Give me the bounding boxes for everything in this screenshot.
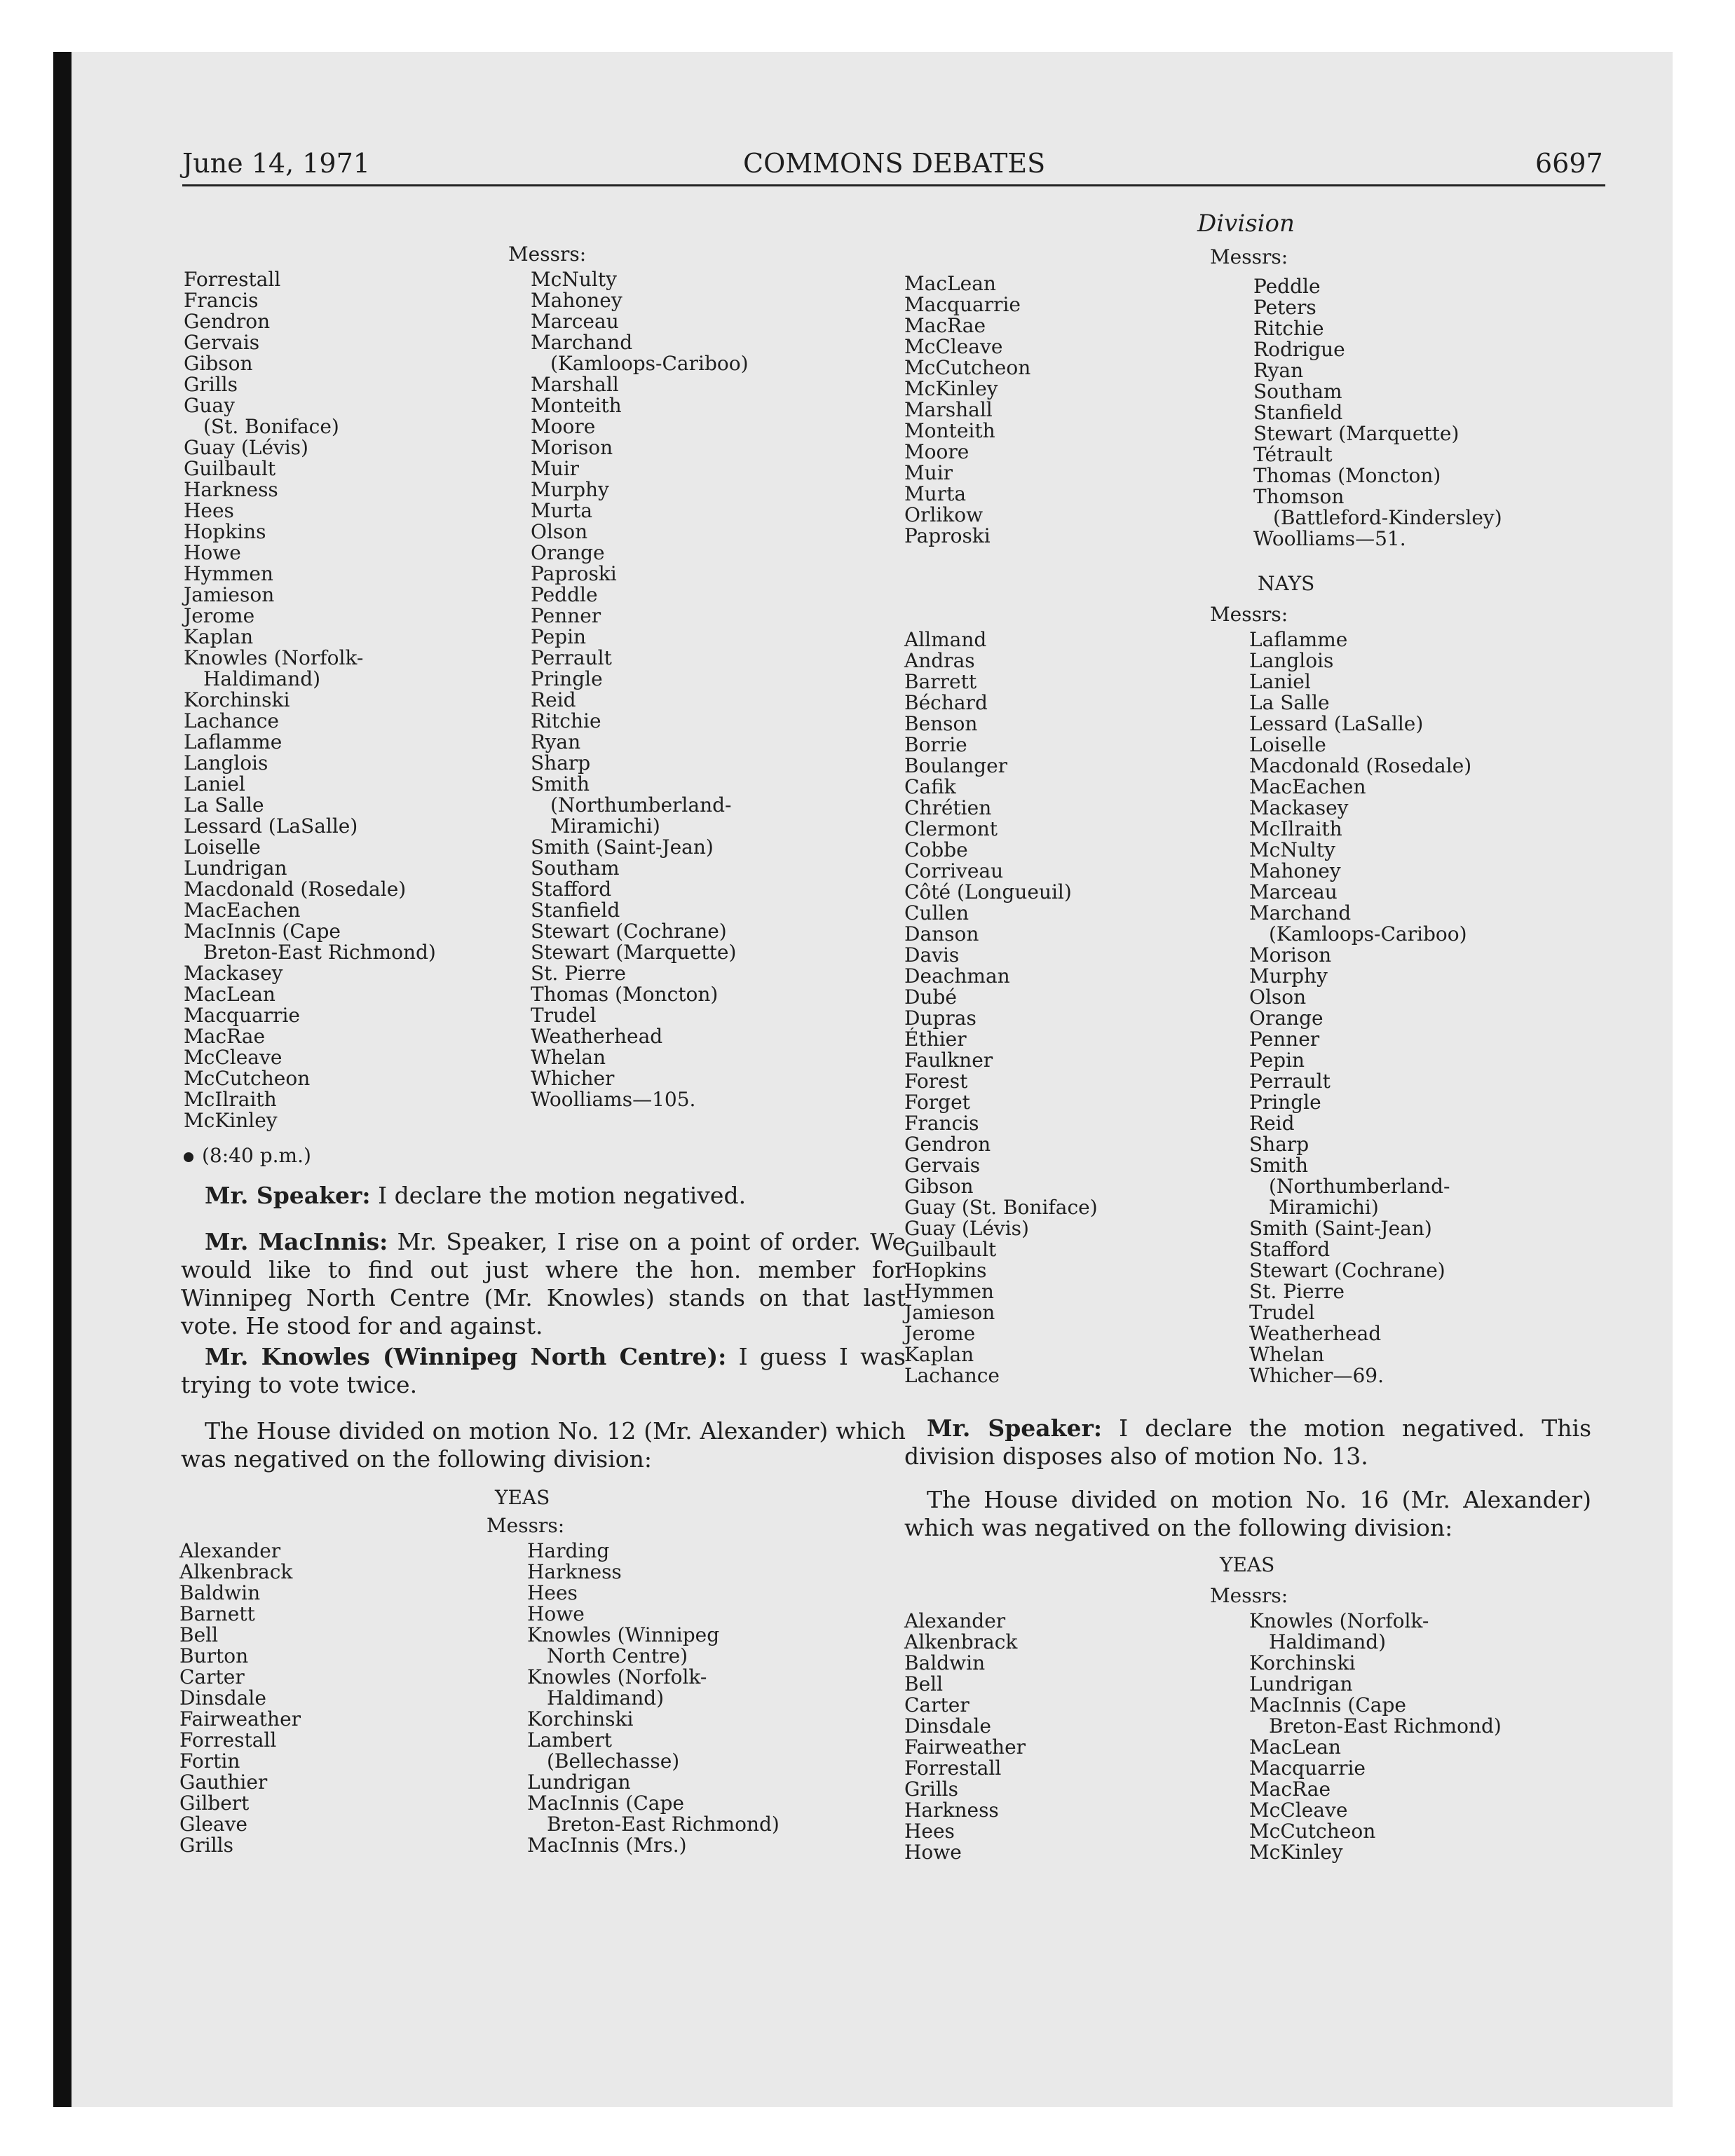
member-name: Loiselle — [184, 835, 261, 859]
name-list-right-f — [1253, 276, 1502, 550]
member-name: Woolliams—105. — [531, 1088, 696, 1111]
member-name: Gibson — [184, 352, 253, 375]
member-name: Monteith — [531, 394, 622, 417]
member-name: Rodrigue — [1253, 338, 1345, 361]
member-name: Southam — [531, 857, 620, 880]
member-name: Stewart (Cochrane) — [1249, 1259, 1445, 1282]
member-name: Francis — [904, 1112, 979, 1135]
member-name: Ritchie — [1253, 317, 1324, 340]
member-name: Allmand — [904, 628, 987, 651]
member-name: Jamieson — [904, 1301, 995, 1324]
member-name: Alkenbrack — [179, 1560, 293, 1583]
messrs-label: Messrs: — [1210, 1584, 1288, 1607]
member-name: Stanfield — [1253, 401, 1343, 424]
member-name: Guay (St. Boniface) — [904, 1196, 1098, 1219]
member-name: Hopkins — [184, 520, 266, 543]
member-name: Southam — [1253, 380, 1342, 403]
member-name: Jamieson — [184, 583, 275, 606]
member-name: Stanfield — [531, 899, 620, 922]
member-name: Loiselle — [1249, 733, 1326, 756]
member-name: Laflamme — [1249, 628, 1348, 651]
member-name: Béchard — [904, 691, 988, 714]
member-name: Gervais — [184, 331, 260, 354]
member-name: Forest — [904, 1070, 968, 1093]
member-name: McCleave — [1249, 1799, 1348, 1822]
member-name: Howe — [904, 1841, 962, 1864]
member-name: Gauthier — [179, 1770, 268, 1794]
member-name: Gendron — [184, 310, 271, 333]
member-name: Whelan — [531, 1046, 606, 1069]
member-name: Danson — [904, 922, 979, 946]
member-name: Macquarrie — [184, 1004, 300, 1027]
member-name: Morison — [531, 436, 613, 459]
member-name: Lachance — [184, 709, 279, 732]
member-name: Faulkner — [904, 1049, 993, 1072]
messrs-label: Messrs: — [487, 1514, 565, 1537]
member-name: Korchinski — [1249, 1651, 1356, 1674]
member-name: Boulanger — [904, 754, 1008, 777]
member-name: Knowles (Norfolk- — [527, 1665, 707, 1688]
member-name: Davis — [904, 943, 960, 967]
member-name: Forrestall — [179, 1728, 277, 1752]
member-name: Harding — [527, 1539, 610, 1562]
member-name: Knowles (Norfolk- — [1249, 1609, 1429, 1632]
member-name: Laflamme — [184, 730, 283, 753]
member-name: Jerome — [904, 1322, 976, 1345]
messrs-label: Messrs: — [1210, 603, 1288, 626]
page-title: COMMONS DEBATES — [743, 148, 1046, 179]
name-list-left-d — [527, 1541, 780, 1856]
member-name: La Salle — [1249, 691, 1330, 714]
member-name: Benson — [904, 712, 978, 735]
member-name: Cafik — [904, 775, 956, 798]
member-name: Thomas (Moncton) — [531, 983, 719, 1006]
member-name: Baldwin — [179, 1581, 261, 1604]
member-name: St. Pierre — [1249, 1280, 1345, 1303]
member-name: Mackasey — [1249, 796, 1349, 819]
member-name: Laniel — [1249, 670, 1311, 693]
member-name: Dubé — [904, 985, 957, 1009]
member-name: Peddle — [1253, 275, 1321, 298]
member-name: McCutcheon — [904, 356, 1031, 379]
member-name: Pringle — [531, 667, 603, 690]
member-name: Forrestall — [184, 268, 281, 291]
member-name: McCutcheon — [1249, 1820, 1376, 1843]
member-name: Stewart (Marquette) — [1253, 422, 1460, 445]
member-name: Stewart (Cochrane) — [531, 920, 727, 943]
paragraph: The House divided on motion No. 12 (Mr. Alexander) which was negatived on the following division: — [181, 1417, 906, 1473]
member-name: Fairweather — [904, 1735, 1026, 1759]
member-name: MacLean — [1249, 1735, 1341, 1759]
member-name: (St. Boniface) — [203, 415, 339, 438]
member-name: Forget — [904, 1091, 970, 1114]
name-list-right-e — [904, 273, 1030, 547]
member-name: Orlikow — [904, 503, 984, 526]
paragraph: Mr. MacInnis: Mr. Speaker, I rise on a point of order. We would like to find out just where the hon. member for Winnipeg North Centre (Mr. Knowles) stands on that last vote. He stood for and against. — [181, 1228, 906, 1339]
member-name: Pepin — [1249, 1049, 1305, 1072]
member-name: Barnett — [179, 1602, 255, 1625]
member-name: Laniel — [184, 772, 245, 796]
member-name: Grills — [179, 1834, 233, 1857]
member-name: Cullen — [904, 901, 969, 925]
member-name: Thomas (Moncton) — [1253, 464, 1441, 487]
member-name: Macquarrie — [1249, 1756, 1366, 1780]
member-name: Woolliams—51. — [1253, 527, 1406, 550]
member-name: Peddle — [531, 583, 598, 606]
member-name: McCutcheon — [184, 1067, 311, 1090]
member-name: Carter — [904, 1693, 969, 1717]
member-name: Côté (Longueuil) — [904, 880, 1072, 903]
member-name: Lundrigan — [527, 1770, 631, 1794]
member-name: Whicher—69. — [1249, 1364, 1384, 1387]
member-name: Haldimand) — [1269, 1630, 1387, 1653]
paragraph: The House divided on motion No. 16 (Mr. Alexander) which was negatived on the following division: — [904, 1486, 1591, 1541]
member-name: Gervais — [904, 1154, 981, 1177]
member-name: Dinsdale — [904, 1714, 991, 1738]
member-name: Fortin — [179, 1749, 240, 1773]
member-name: MacInnis (Cape — [184, 920, 341, 943]
member-name: Langlois — [1249, 649, 1334, 672]
member-name: Muir — [904, 461, 953, 484]
member-name: Marshall — [531, 373, 619, 396]
member-name: MacLean — [904, 272, 996, 295]
member-name: Kaplan — [184, 625, 254, 648]
member-name: Penner — [1249, 1028, 1320, 1051]
member-name: Chrétien — [904, 796, 992, 819]
member-name: Howe — [527, 1602, 585, 1625]
member-name: Marchand — [531, 331, 633, 354]
page-date: June 14, 1971 — [182, 148, 370, 179]
member-name: Penner — [531, 604, 601, 627]
member-name: McNulty — [1249, 838, 1335, 861]
member-name: Stafford — [1249, 1238, 1331, 1261]
member-name: McKinley — [904, 377, 998, 400]
member-name: MacInnis (Cape — [527, 1792, 684, 1815]
member-name: Hees — [904, 1820, 955, 1843]
member-name: Breton-East Richmond) — [1269, 1714, 1502, 1738]
member-name: Harkness — [527, 1560, 622, 1583]
member-name: Lundrigan — [184, 857, 287, 880]
member-name: Forrestall — [904, 1756, 1002, 1780]
member-name: Mahoney — [1249, 859, 1341, 882]
member-name: Dinsdale — [179, 1686, 266, 1710]
member-name: Hymmen — [184, 562, 273, 585]
messrs-label: Messrs: — [1210, 245, 1288, 268]
member-name: Ryan — [531, 730, 581, 753]
member-name: Whelan — [1249, 1343, 1325, 1366]
member-name: MacEachen — [1249, 775, 1366, 798]
member-name: Lambert — [527, 1728, 612, 1752]
member-name: Lessard (LaSalle) — [1249, 712, 1424, 735]
member-name: Carter — [179, 1665, 245, 1688]
member-name: Weatherhead — [531, 1025, 663, 1048]
member-name: Miramichi) — [1269, 1196, 1379, 1219]
member-name: Gilbert — [179, 1792, 250, 1815]
member-name: Murphy — [1249, 964, 1328, 988]
page-number: 6697 — [1535, 148, 1603, 179]
member-name: Francis — [184, 289, 259, 312]
member-name: McCleave — [904, 335, 1003, 358]
member-name: McKinley — [1249, 1841, 1343, 1864]
member-name: Harkness — [904, 1799, 999, 1822]
paragraph: Mr. Speaker: I declare the motion negatived. — [205, 1182, 747, 1209]
member-name: Miramichi) — [550, 814, 660, 838]
member-name: Moore — [904, 440, 969, 463]
member-name: Jerome — [184, 604, 255, 627]
member-name: Murta — [531, 499, 593, 522]
member-name: Guay — [184, 394, 235, 417]
member-name: Breton-East Richmond) — [547, 1813, 780, 1836]
member-name: Hees — [184, 499, 234, 522]
member-name: Marceau — [1249, 880, 1338, 903]
member-name: Corriveau — [904, 859, 1004, 882]
messrs-label: Messrs: — [508, 243, 587, 266]
member-name: Smith (Saint-Jean) — [1249, 1217, 1432, 1240]
member-name: Alexander — [904, 1609, 1006, 1632]
member-name: Pringle — [1249, 1091, 1321, 1114]
nays-heading: NAYS — [1258, 572, 1315, 595]
timestamp: (8:40 p.m.) — [184, 1145, 311, 1166]
member-name: (Northumberland- — [550, 793, 732, 817]
member-name: Haldimand) — [203, 667, 321, 690]
member-name: Mackasey — [184, 962, 283, 985]
member-name: Lundrigan — [1249, 1672, 1353, 1696]
yeas-heading: YEAS — [495, 1486, 550, 1509]
member-name: Morison — [1249, 943, 1332, 967]
member-name: McIlraith — [184, 1088, 277, 1111]
member-name: MacRae — [904, 314, 986, 337]
member-name: Gibson — [904, 1175, 974, 1198]
header-rule — [182, 184, 1605, 186]
member-name: Olson — [1249, 985, 1307, 1009]
member-name: Smith (Saint-Jean) — [531, 835, 714, 859]
member-name: Borrie — [904, 733, 967, 756]
member-name: Pepin — [531, 625, 587, 648]
member-name: (Kamloops-Cariboo) — [550, 352, 749, 375]
member-name: Perrault — [1249, 1070, 1331, 1093]
member-name: Mahoney — [531, 289, 622, 312]
member-name: Baldwin — [904, 1651, 986, 1674]
member-name: (Northumberland- — [1269, 1175, 1450, 1198]
member-name: Ritchie — [531, 709, 601, 732]
member-name: Macdonald (Rosedale) — [1249, 754, 1472, 777]
member-name: Grills — [904, 1778, 958, 1801]
name-list-left-b — [531, 269, 749, 1110]
member-name: Grills — [184, 373, 238, 396]
member-name: Monteith — [904, 419, 995, 442]
member-name: Marceau — [531, 310, 619, 333]
member-name: MacRae — [184, 1025, 266, 1048]
name-list-left-c — [179, 1541, 301, 1856]
member-name: Knowles (Norfolk- — [184, 646, 364, 669]
paragraph: Mr. Knowles (Winnipeg North Centre): I guess I was trying to vote twice. — [181, 1343, 906, 1398]
member-name: Paproski — [531, 562, 617, 585]
member-name: Fairweather — [179, 1707, 301, 1731]
member-name: Marshall — [904, 398, 993, 421]
member-name: Murphy — [531, 478, 609, 501]
member-name: Trudel — [531, 1004, 597, 1027]
binding-edge — [53, 52, 72, 2107]
member-name: Bell — [179, 1623, 219, 1646]
member-name: Ryan — [1253, 359, 1304, 382]
member-name: Stewart (Marquette) — [531, 941, 737, 964]
member-name: MacRae — [1249, 1778, 1331, 1801]
member-name: Alkenbrack — [904, 1630, 1018, 1653]
member-name: Orange — [1249, 1007, 1324, 1030]
member-name: Perrault — [531, 646, 612, 669]
member-name: Weatherhead — [1249, 1322, 1382, 1345]
member-name: (Bellechasse) — [547, 1749, 680, 1773]
member-name: North Centre) — [547, 1644, 688, 1667]
member-name: Thomson — [1253, 485, 1345, 508]
member-name: Gleave — [179, 1813, 247, 1836]
member-name: McCleave — [184, 1046, 283, 1069]
member-name: Marchand — [1249, 901, 1352, 925]
member-name: Howe — [184, 541, 241, 564]
member-name: Korchinski — [184, 688, 290, 711]
member-name: Barrett — [904, 670, 977, 693]
member-name: Olson — [531, 520, 588, 543]
name-list-left-a — [184, 269, 436, 1131]
member-name: Bell — [904, 1672, 944, 1696]
member-name: Peters — [1253, 296, 1316, 319]
member-name: (Kamloops-Cariboo) — [1269, 922, 1467, 946]
name-list-right-g — [904, 629, 1098, 1386]
member-name: Smith — [1249, 1154, 1308, 1177]
member-name: Reid — [531, 688, 576, 711]
member-name: Harkness — [184, 478, 278, 501]
division-heading: Division — [1197, 210, 1295, 238]
member-name: MacEachen — [184, 899, 301, 922]
member-name: Haldimand) — [547, 1686, 665, 1710]
member-name: Guilbault — [184, 457, 276, 480]
member-name: Knowles (Winnipeg — [527, 1623, 720, 1646]
member-name: Hees — [527, 1581, 578, 1604]
member-name: Hopkins — [904, 1259, 987, 1282]
member-name: Burton — [179, 1644, 249, 1667]
bullet-icon — [184, 1152, 193, 1162]
member-name: Lachance — [904, 1364, 1000, 1387]
member-name: Alexander — [179, 1539, 281, 1562]
member-name: Stafford — [531, 878, 612, 901]
member-name: Reid — [1249, 1112, 1295, 1135]
member-name: Macdonald (Rosedale) — [184, 878, 407, 901]
name-list-right-i — [904, 1611, 1026, 1863]
member-name: Éthier — [904, 1028, 967, 1051]
member-name: Cobbe — [904, 838, 968, 861]
member-name: MacLean — [184, 983, 275, 1006]
member-name: Tétrault — [1253, 443, 1333, 466]
member-name: (Battleford-Kindersley) — [1273, 506, 1502, 529]
member-name: Lessard (LaSalle) — [184, 814, 358, 838]
member-name: Langlois — [184, 751, 268, 775]
member-name: Hymmen — [904, 1280, 994, 1303]
member-name: Kaplan — [904, 1343, 974, 1366]
member-name: Smith — [531, 772, 590, 796]
member-name: Murta — [904, 482, 967, 505]
name-list-right-j — [1249, 1611, 1502, 1863]
member-name: Paproski — [904, 524, 991, 547]
member-name: Muir — [531, 457, 580, 480]
member-name: Sharp — [531, 751, 591, 775]
member-name: Clermont — [904, 817, 998, 840]
member-name: La Salle — [184, 793, 264, 817]
member-name: Guay (Lévis) — [904, 1217, 1029, 1240]
paragraph: Mr. Speaker: I declare the motion negatived. This division disposes also of motion No. 13. — [904, 1414, 1592, 1470]
member-name: Gendron — [904, 1133, 991, 1156]
member-name: MacInnis (Mrs.) — [527, 1834, 687, 1857]
member-name: St. Pierre — [531, 962, 626, 985]
member-name: Andras — [904, 649, 975, 672]
member-name: Deachman — [904, 964, 1010, 988]
member-name: Moore — [531, 415, 596, 438]
member-name: McIlraith — [1249, 817, 1342, 840]
member-name: MacInnis (Cape — [1249, 1693, 1406, 1717]
member-name: Guilbault — [904, 1238, 997, 1261]
member-name: Whicher — [531, 1067, 615, 1090]
member-name: McKinley — [184, 1109, 278, 1132]
yeas-heading: YEAS — [1220, 1553, 1275, 1576]
member-name: Breton-East Richmond) — [203, 941, 436, 964]
member-name: Sharp — [1249, 1133, 1309, 1156]
member-name: McNulty — [531, 268, 617, 291]
member-name: Macquarrie — [904, 293, 1021, 316]
member-name: Orange — [531, 541, 605, 564]
member-name: Korchinski — [527, 1707, 634, 1731]
name-list-right-h — [1249, 629, 1471, 1386]
member-name: Trudel — [1249, 1301, 1315, 1324]
member-name: Dupras — [904, 1007, 977, 1030]
member-name: Guay (Lévis) — [184, 436, 308, 459]
